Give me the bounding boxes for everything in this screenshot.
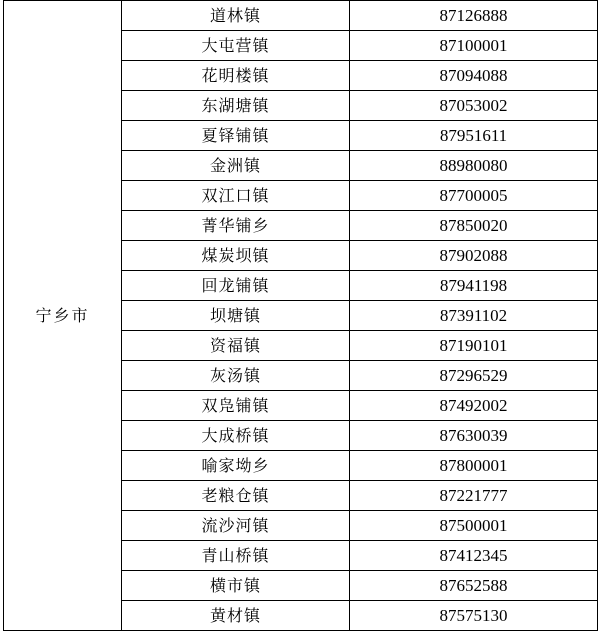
town-cell: 双凫铺镇 <box>122 391 350 421</box>
town-cell: 大屯营镇 <box>122 31 350 61</box>
phone-cell: 87800001 <box>350 451 598 481</box>
town-cell: 煤炭坝镇 <box>122 241 350 271</box>
phone-cell: 87053002 <box>350 91 598 121</box>
town-cell: 青山桥镇 <box>122 541 350 571</box>
town-cell: 道林镇 <box>122 1 350 31</box>
town-cell: 横市镇 <box>122 571 350 601</box>
phone-cell: 87190101 <box>350 331 598 361</box>
town-cell: 双江口镇 <box>122 181 350 211</box>
town-cell: 回龙铺镇 <box>122 271 350 301</box>
phone-cell: 87630039 <box>350 421 598 451</box>
town-cell: 花明楼镇 <box>122 61 350 91</box>
phone-cell: 87221777 <box>350 481 598 511</box>
town-cell: 菁华铺乡 <box>122 211 350 241</box>
town-cell: 资福镇 <box>122 331 350 361</box>
phone-cell: 87094088 <box>350 61 598 91</box>
phone-cell: 87492002 <box>350 391 598 421</box>
phone-cell: 88980080 <box>350 151 598 181</box>
phone-cell: 87126888 <box>350 1 598 31</box>
city-cell: 宁乡市 <box>4 1 122 631</box>
phone-cell: 87500001 <box>350 511 598 541</box>
phone-cell: 87652588 <box>350 571 598 601</box>
phone-cell: 87902088 <box>350 241 598 271</box>
town-cell: 喻家坳乡 <box>122 451 350 481</box>
town-cell: 坝塘镇 <box>122 301 350 331</box>
contact-table <box>3 0 598 631</box>
phone-cell: 87941198 <box>350 271 598 301</box>
table-row <box>4 1 598 31</box>
town-cell: 灰汤镇 <box>122 361 350 391</box>
town-cell: 大成桥镇 <box>122 421 350 451</box>
town-cell: 流沙河镇 <box>122 511 350 541</box>
phone-cell: 87100001 <box>350 31 598 61</box>
phone-cell: 87951611 <box>350 121 598 151</box>
table-body <box>4 1 598 631</box>
town-cell: 东湖塘镇 <box>122 91 350 121</box>
phone-cell: 87391102 <box>350 301 598 331</box>
phone-cell: 87412345 <box>350 541 598 571</box>
town-cell: 夏铎铺镇 <box>122 121 350 151</box>
phone-cell: 87575130 <box>350 601 598 631</box>
town-cell: 老粮仓镇 <box>122 481 350 511</box>
phone-cell: 87700005 <box>350 181 598 211</box>
town-cell: 黄材镇 <box>122 601 350 631</box>
phone-cell: 87850020 <box>350 211 598 241</box>
town-cell: 金洲镇 <box>122 151 350 181</box>
phone-cell: 87296529 <box>350 361 598 391</box>
